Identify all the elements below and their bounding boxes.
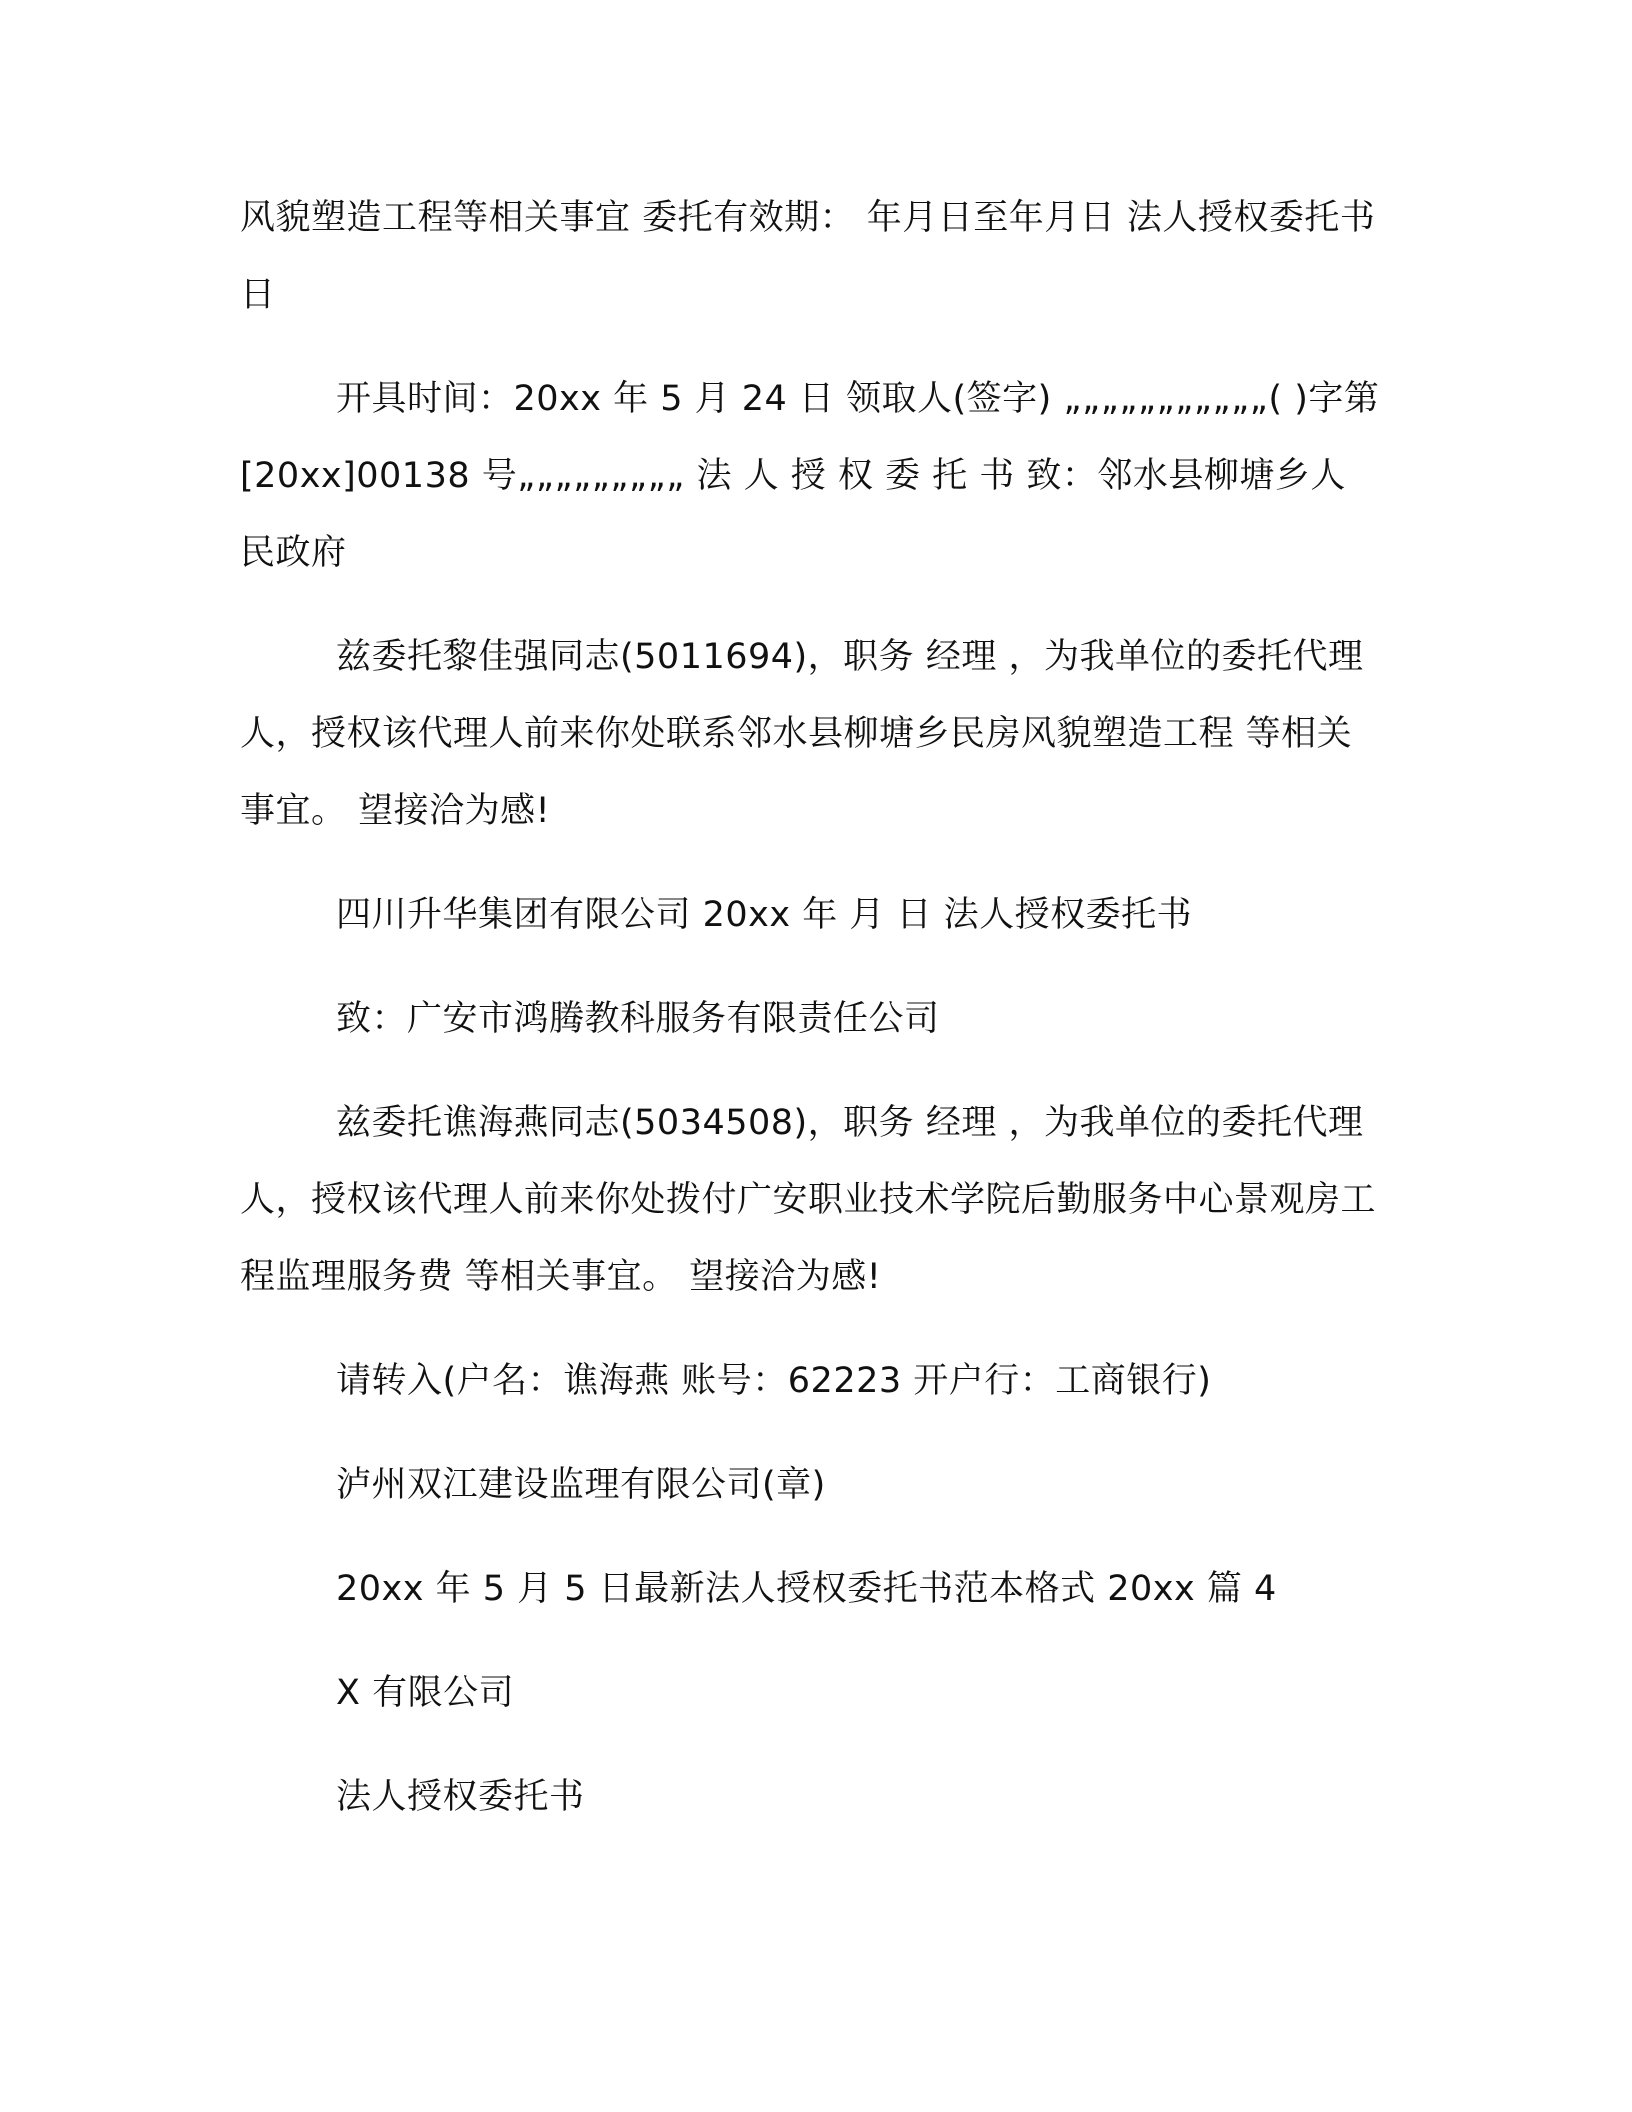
paragraph-delegation-li: 兹委托黎佳强同志(5011694)，职务 经理 ，为我单位的委托代理人，授权该代理人前来你处联系邻水县柳塘乡民房风貌塑造工程 等相关事宜。 望接洽为感! (240, 637, 1364, 831)
paragraph-scope-validity: 风貌塑造工程等相关事宜 委托有效期： 年月日至年月日 法人授权委托书日 (240, 198, 1376, 315)
paragraph-company-luzhou: 泸州双江建设监理有限公司(章) (336, 1465, 826, 1505)
paragraph-company-x: X 有限公司 (336, 1673, 515, 1713)
paragraph-delegation-qiao: 兹委托谯海燕同志(5034508)，职务 经理 ，为我单位的委托代理人，授权该代理人前来你处拨付广安职业技术学院后勤服务中心景观房工程监理服务费 等相关事宜。 望接洽为感! (240, 1103, 1377, 1297)
paragraph-company-sichuan: 四川升华集团有限公司 20xx 年 月 日 法人授权委托书 (336, 895, 1193, 935)
document-body (240, 180, 1380, 1863)
paragraph-bank-transfer: 请转入(户名：谯海燕 账号：62223 开户行：工商银行) (336, 1361, 1212, 1401)
paragraph-heading-authorization: 法人授权委托书 (336, 1777, 585, 1817)
paragraph-template-title: 20xx 年 5 月 5 日最新法人授权委托书范本格式 20xx 篇 4 (336, 1569, 1277, 1609)
paragraph-addressee-guangan: 致：广安市鸿腾教科服务有限责任公司 (336, 999, 940, 1039)
paragraph-issue-date: 开具时间：20xx 年 5 月 24 日 领取人(签字) „„„„„„„„„„„( )字第[20xx]00138 号„„„„„„„„„ 法 人 授 权 委 托 书 致：邻水县柳塘乡人民政府 (240, 379, 1380, 573)
